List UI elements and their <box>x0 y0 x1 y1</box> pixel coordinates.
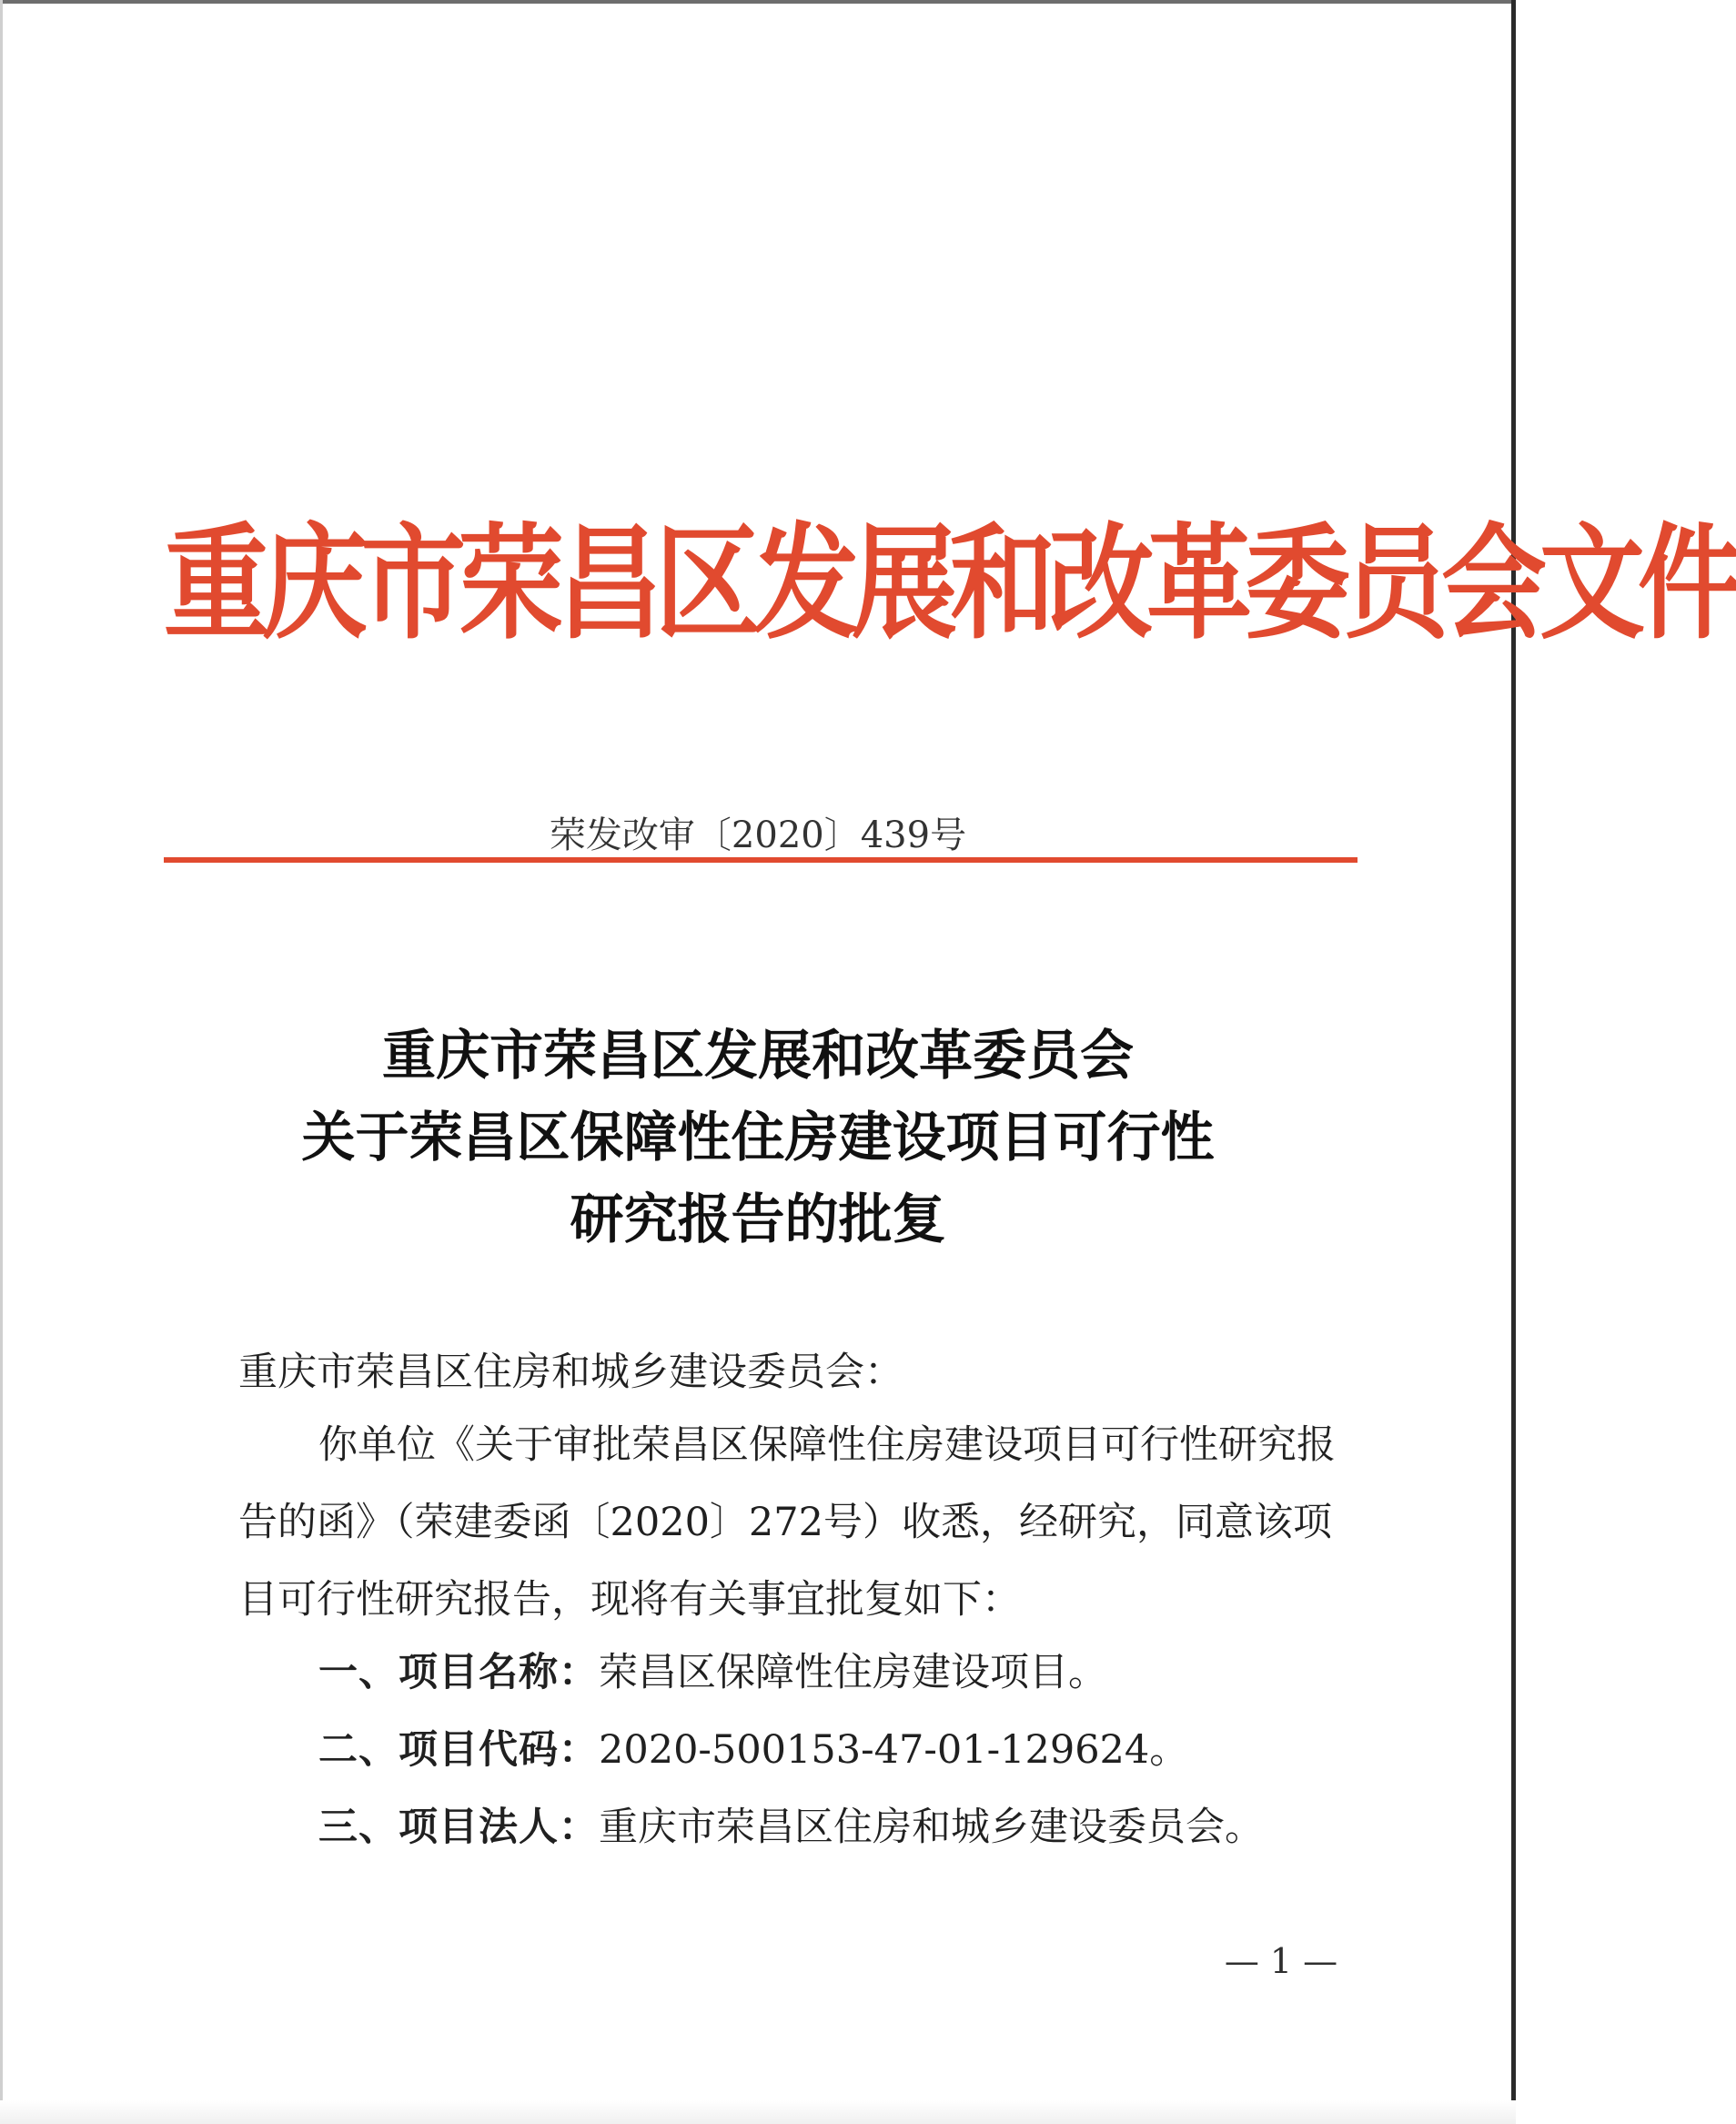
recipient-line: 重庆市荣昌区住房和城乡建设委员会： <box>238 1350 903 1395</box>
page-number: — 1 — <box>1224 1941 1338 1981</box>
red-divider-line <box>164 857 1358 863</box>
title-line-2: 关于荣昌区保障性住房建设项目可行性 <box>301 1106 1215 1168</box>
approval-item-2-label: 二、项目代码： <box>318 1727 599 1773</box>
approval-item-1-value: 荣昌区保障性住房建设项目。 <box>599 1650 1107 1695</box>
approval-item-3-label: 三、项目法人： <box>318 1805 599 1850</box>
body-line-1: 你单位《关于审批荣昌区保障性住房建设项目可行性研究报 <box>318 1422 1336 1468</box>
approval-item-2 <box>318 1723 1188 1777</box>
document-header: 重庆市荣昌区发展和改革委员会文件 <box>164 511 1736 657</box>
approval-item-1-label: 一、项目名称： <box>318 1650 599 1695</box>
approval-item-3-value: 重庆市荣昌区住房和城乡建设委员会。 <box>599 1805 1264 1850</box>
approval-item-3 <box>318 1800 1264 1855</box>
document-number: 荣发改审〔2020〕439号 <box>549 814 967 856</box>
title-line-1: 重庆市荣昌区发展和改革委员会 <box>381 1024 1134 1087</box>
title-line-3: 研究报告的批复 <box>570 1188 946 1250</box>
scan-bottom-shading <box>0 2100 1516 2124</box>
approval-item-1 <box>318 1645 1107 1700</box>
body-line-2: 告的函》（荣建委函〔2020〕272号）收悉，经研究，同意该项 <box>238 1500 1333 1545</box>
approval-item-2-value: 2020-500153-47-01-129624。 <box>599 1727 1189 1773</box>
body-line-3: 目可行性研究报告，现将有关事宜批复如下： <box>238 1577 1021 1623</box>
